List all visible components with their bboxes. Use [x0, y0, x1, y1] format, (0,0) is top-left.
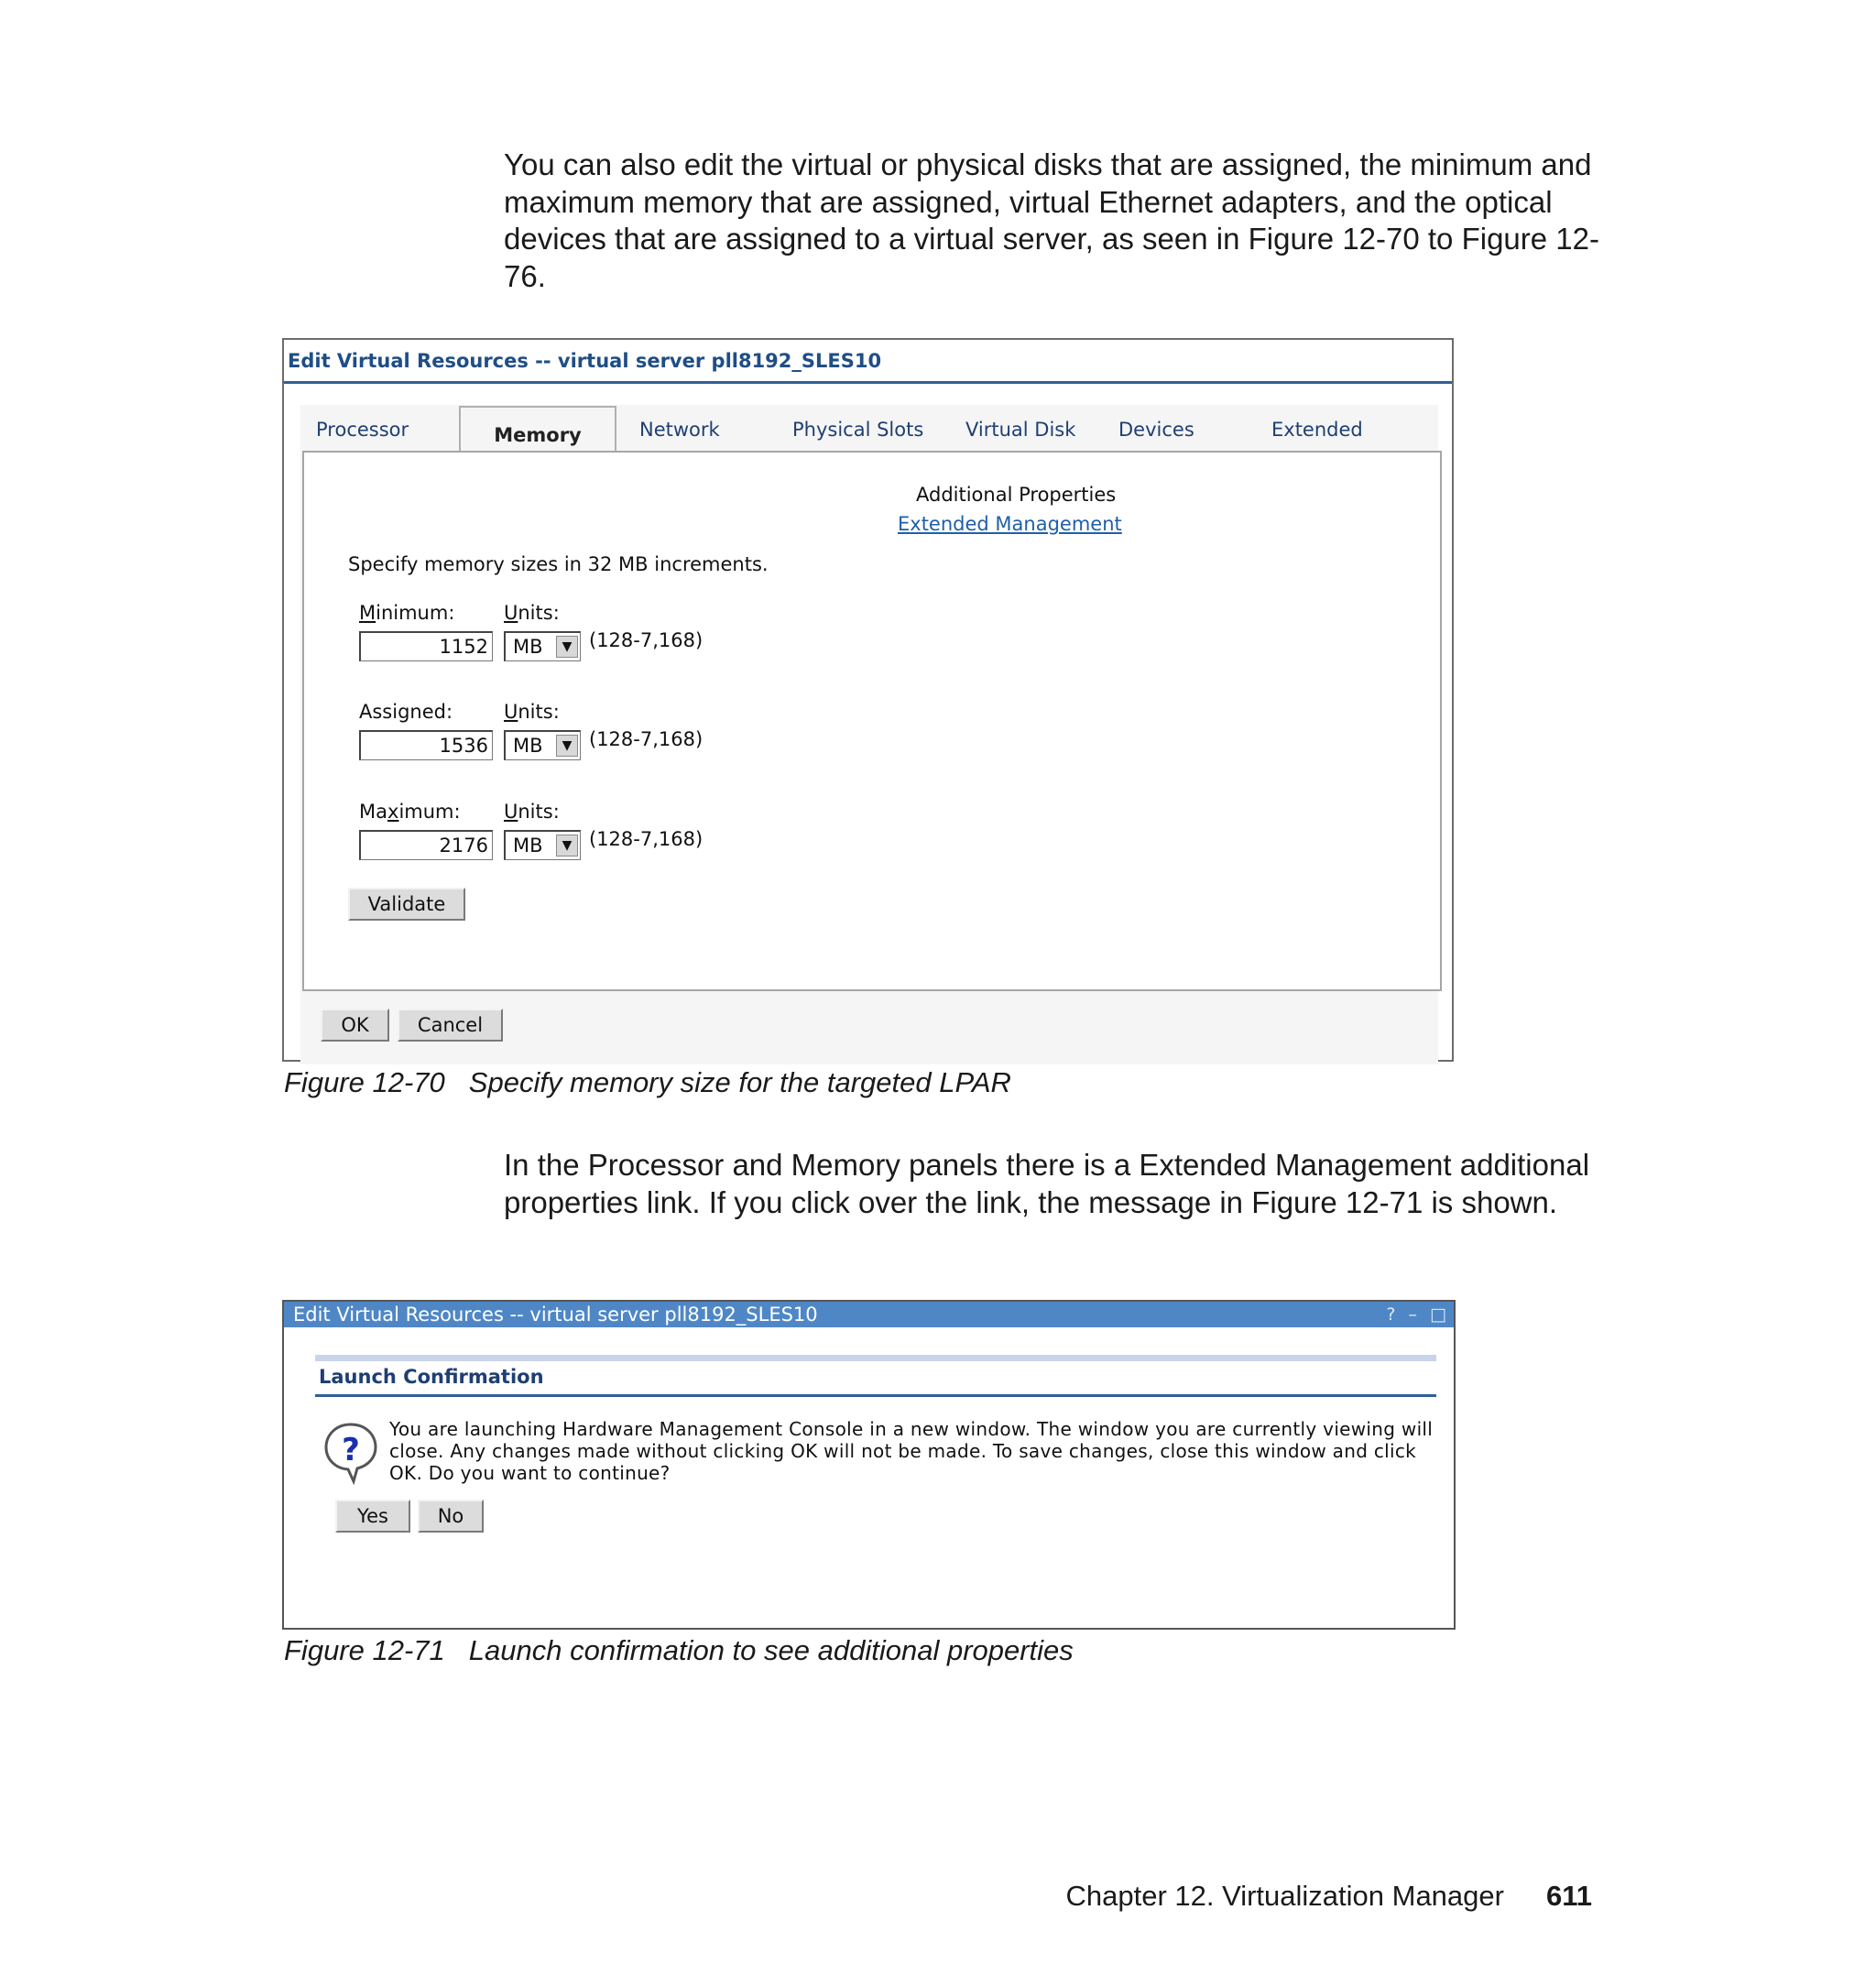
figure-12-70-caption	[284, 1066, 1011, 1099]
chapter-title: Chapter 12. Virtualization Manager	[1065, 1880, 1504, 1912]
help-icon[interactable]: ?	[1386, 1304, 1396, 1325]
maximum-units-select[interactable]	[504, 830, 581, 860]
maximum-range: (128-7,168)	[589, 828, 704, 850]
header-band	[315, 1355, 1436, 1361]
maximize-icon[interactable]: □	[1430, 1304, 1446, 1325]
intro-paragraph: You can also edit the virtual or physical disks that are assigned, the minimum and maximum memory that are assigned, virtual Ethernet adapters, and the optical devices that are assigned to a virtual server, as seen in Figure 12-70 to Figure 12-76.	[504, 147, 1599, 293]
maximum-units-value: MB	[513, 835, 543, 857]
dropdown-arrow-icon[interactable]: ▼	[556, 636, 578, 658]
tab-virtual-disk[interactable]: Virtual Disk	[965, 419, 1076, 441]
memory-instruction: Specify memory sizes in 32 MB increments.	[348, 553, 769, 575]
tab-processor[interactable]: Processor	[316, 419, 409, 441]
page-footer	[1065, 1880, 1592, 1913]
minimum-memory-input[interactable]: 1152	[359, 631, 493, 661]
assigned-memory-input[interactable]: 1536	[359, 730, 493, 760]
yes-button[interactable]: Yes	[335, 1500, 410, 1533]
maximum-memory-input[interactable]: 2176	[359, 830, 493, 860]
assigned-units-select[interactable]	[504, 730, 581, 760]
minimum-units-value: MB	[513, 636, 543, 658]
confirmation-message: You are launching Hardware Management Console in a new window. The window you are currently viewing will close. Any changes made without clicking OK will not be made. To save changes, close this window and click OK. Do you want to continue?	[389, 1418, 1434, 1484]
page-number: 611	[1545, 1880, 1592, 1912]
window-controls	[1379, 1302, 1446, 1327]
figure-12-71-caption	[284, 1634, 1074, 1667]
question-icon	[322, 1421, 379, 1485]
assigned-label: Assigned:	[359, 701, 453, 723]
launch-confirmation-window	[282, 1300, 1456, 1630]
dropdown-arrow-icon[interactable]: ▼	[556, 835, 578, 857]
memory-panel	[302, 451, 1442, 991]
middle-paragraph: In the Processor and Memory panels there is a Extended Management additional properties link. If you click over the link, the message in Figure 12-71 is shown.	[504, 1148, 1590, 1219]
minimum-units-label: Units:	[504, 602, 560, 624]
caption-number: Figure 12-70	[284, 1066, 445, 1098]
tab-physical-slots[interactable]: Physical Slots	[792, 419, 924, 441]
maximum-units-label: Units:	[504, 801, 560, 823]
ok-button[interactable]: OK	[321, 1009, 389, 1042]
window-title: Edit Virtual Resources -- virtual server pll8192_SLES10	[293, 1304, 818, 1326]
svg-text:?: ?	[342, 1432, 360, 1468]
minimum-range: (128-7,168)	[589, 629, 704, 651]
cancel-button[interactable]: Cancel	[398, 1009, 503, 1042]
minimize-icon[interactable]: –	[1408, 1304, 1417, 1325]
caption-text: Launch confirmation to see additional properties	[468, 1634, 1074, 1666]
tab-memory[interactable]: Memory	[459, 406, 616, 453]
maximum-label: Maximum:	[359, 801, 461, 823]
heading-divider	[315, 1394, 1436, 1397]
assigned-range: (128-7,168)	[589, 728, 704, 750]
minimum-units-select[interactable]	[504, 631, 581, 661]
tab-network[interactable]: Network	[639, 419, 720, 441]
window-title: Edit Virtual Resources -- virtual server pll8192_SLES10	[284, 340, 1452, 384]
caption-number: Figure 12-71	[284, 1634, 445, 1666]
edit-virtual-resources-window	[282, 338, 1454, 1062]
additional-properties-label: Additional Properties	[916, 484, 1117, 506]
no-button[interactable]: No	[418, 1500, 484, 1533]
minimum-label: Minimum:	[359, 602, 455, 624]
dropdown-arrow-icon[interactable]: ▼	[556, 735, 578, 757]
launch-confirmation-heading: Launch Confirmation	[319, 1366, 544, 1388]
extended-management-link[interactable]: Extended Management	[898, 513, 1122, 535]
assigned-units-label: Units:	[504, 701, 560, 723]
caption-text: Specify memory size for the targeted LPAR	[468, 1066, 1011, 1098]
assigned-units-value: MB	[513, 735, 543, 757]
window-titlebar	[284, 1302, 1454, 1327]
validate-button[interactable]: Validate	[348, 888, 465, 921]
tab-devices[interactable]: Devices	[1118, 419, 1194, 441]
tab-extended[interactable]: Extended	[1271, 419, 1363, 441]
